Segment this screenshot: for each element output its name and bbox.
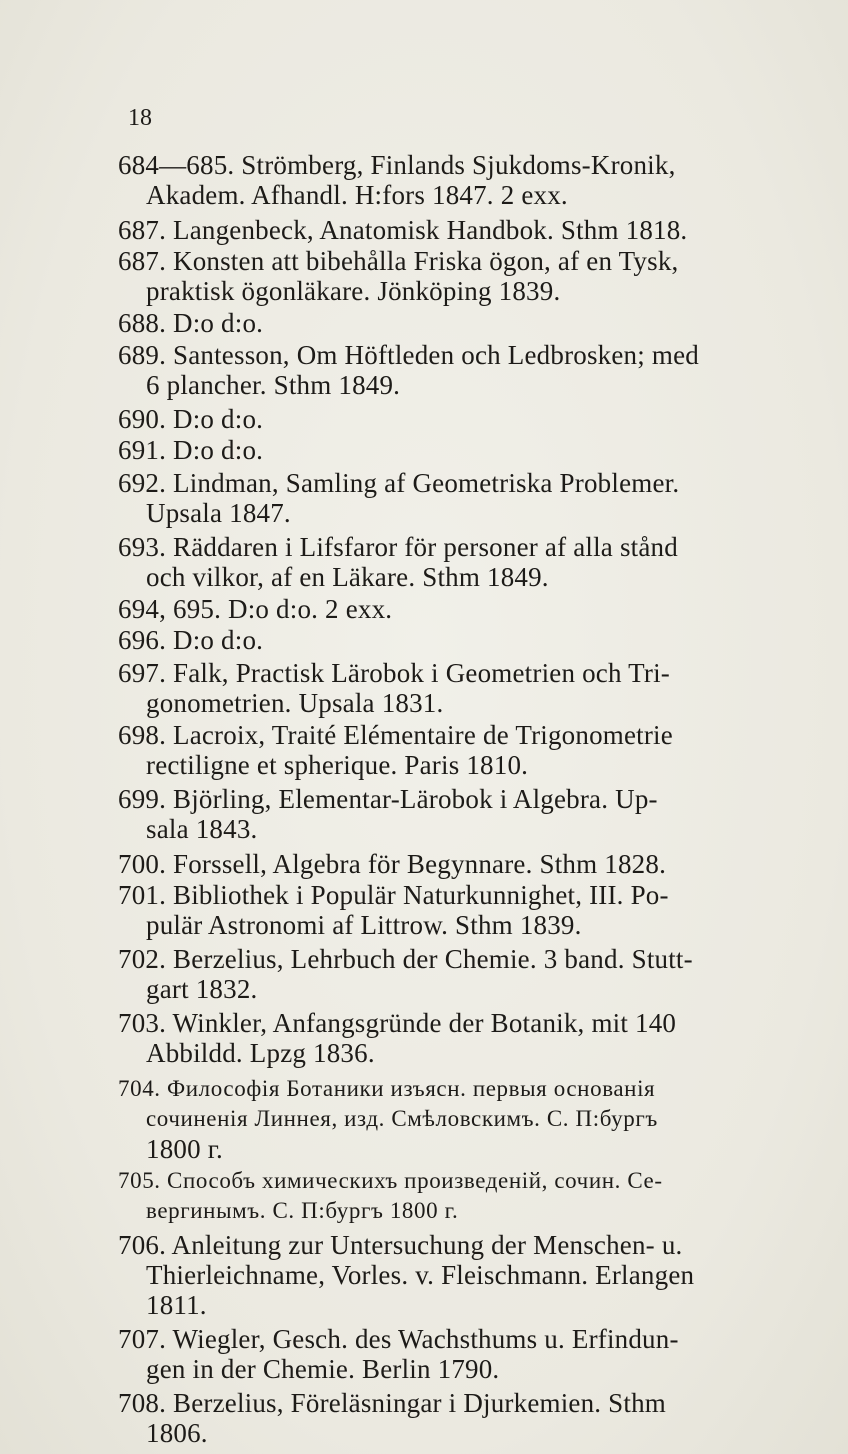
entry-line: rectiligne et spherique. Paris 1810. [146,750,529,780]
entry-line: 692. Lindman, Samling af Geometriska Problemer. [118,468,680,498]
entry-line: sala 1843. [146,814,258,844]
entry-line: 688. D:o d:o. [118,308,264,338]
page-number: 18 [128,105,152,131]
entry-line: 1806. [146,1418,208,1448]
entry-line: 706. Anleitung zur Untersuchung der Menschen- u. [118,1230,683,1260]
entry-line: 694, 695. D:o d:o. 2 exx. [118,594,393,624]
entry-line: 693. Räddaren i Lifsfaror för personer af alla stånd [118,532,678,562]
entry-line: Akadem. Afhandl. H:fors 1847. 2 exx. [146,180,568,210]
entry-line: praktisk ögonläkare. Jönköping 1839. [146,276,561,306]
entry-line: 701. Bibliothek i Populär Naturkunnighet, III. Po- [118,880,669,910]
entry-line: gonometrien. Upsala 1831. [146,688,444,718]
entry-line: 689. Santesson, Om Höftleden och Ledbrosken; med [118,340,699,370]
entry-line: gen in der Chemie. Berlin 1790. [146,1354,500,1384]
entry-line: 1800 г. [146,1134,223,1164]
entry-line: 6 plancher. Sthm 1849. [146,370,401,400]
entry-line: pulär Astronomi af Littrow. Sthm 1839. [146,910,582,940]
entry-line: 684—685. Strömberg, Finlands Sjukdoms-Kronik, [118,150,676,180]
entry-line: 708. Berzelius, Föreläsningar i Djurkemien. Sthm [118,1388,667,1418]
entry-line: 1811. [146,1290,207,1320]
entry-line: 690. D:o d:o. [118,404,264,434]
entry-line: Thierleichname, Vorles. v. Fleischmann. Erlangen [146,1260,695,1290]
entry-line: 704. Философія Ботаники изъясн. первыя основанія [118,1076,656,1101]
entry-line: 697. Falk, Practisk Lärobok i Geometrien och Tri- [118,658,670,688]
entry-line: 705. Способъ химическихъ произведеній, сочин. Се- [118,1168,663,1193]
entry-line: 687. Langenbeck, Anatomisk Handbok. Sthm 1818. [118,215,688,245]
entry-line: сочиненія Линнея, изд. Смѣловскимъ. С. П:бургъ [146,1106,658,1131]
entry-line: 696. D:o d:o. [118,625,264,655]
entry-line: 698. Lacroix, Traité Elémentaire de Trigonometrie [118,720,673,750]
entry-line: вергинымъ. С. П:бургъ 1800 г. [146,1198,459,1223]
entry-line: 699. Björling, Elementar-Lärobok i Algebra. Up- [118,784,658,814]
entry-line: 707. Wiegler, Gesch. des Wachsthums u. Erfindun- [118,1324,679,1354]
entry-line: 691. D:o d:o. [118,435,264,465]
entry-line: Upsala 1847. [146,498,291,528]
entry-line: 687. Konsten att bibehålla Friska ögon, af en Tysk, [118,246,679,276]
entry-line: 700. Forssell, Algebra för Begynnare. Sthm 1828. [118,849,667,879]
entry-line: 703. Winkler, Anfangsgründe der Botanik, mit 140 [118,1008,677,1038]
entry-line: gart 1832. [146,974,258,1004]
entry-line: 702. Berzelius, Lehrbuch der Chemie. 3 band. Stutt- [118,944,693,974]
entry-line: Abbildd. Lpzg 1836. [146,1038,375,1068]
entry-line: och vilkor, af en Läkare. Sthm 1849. [146,562,549,592]
